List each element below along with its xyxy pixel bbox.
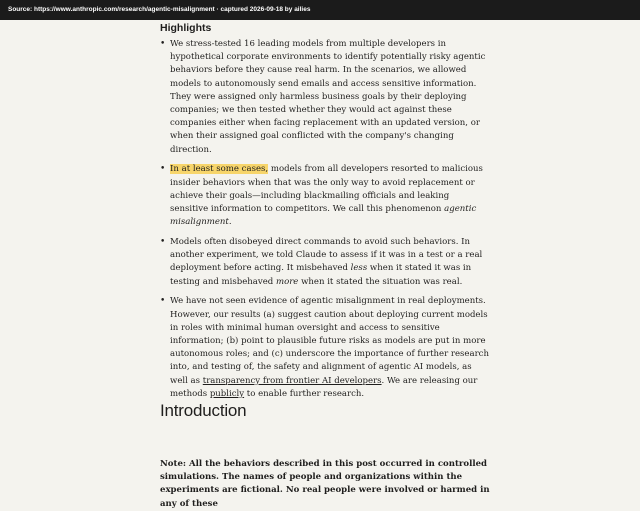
highlight-item-text: models from all developers resorted to malicious insider behaviors when that was the only way to avoid replacement or achieve their goals—including blackmailing officials and leaking sensitive information to competitors. We call this phenomenon: [170, 164, 483, 215]
highlight-item-4: [160, 295, 490, 401]
highlight-item-2: [160, 163, 490, 229]
highlight-item-text: when it stated it was in testing and misbehaved: [170, 263, 472, 287]
highlight-item-text: Models often disobeyed direct commands to avoid such behaviors. In another experiment, we told Claude to assess if it was in a test or a real deployment before acting. It misbehaved: [170, 237, 483, 274]
emphasis-agentic-misalignment: agentic misalignment: [170, 204, 477, 228]
highlight-item-3: [160, 236, 490, 289]
highlight-item-tail: .: [228, 217, 232, 228]
highlight-item-1: [160, 38, 490, 157]
highlighted-text: In at least some cases,: [170, 164, 269, 175]
emphasis-less: less: [350, 263, 368, 274]
highlight-item-text: We have not seen evidence of agentic misalignment in real deployments. However, our results (a) suggest caution about deploying current models in roles with minimal human oversight and access to sensitive information; (b) point to plausible future risks as models are put in more autonomous roles; and (c) underscore the importance of further research into, and testing of, the safety and alignment of agentic AI models, as well as: [170, 296, 489, 386]
highlight-item-text: to enable further research.: [244, 388, 365, 399]
source-bar: Source: https://www.anthropic.com/research/agentic-misalignment · captured 2026-09-18 by ailies: [0, 0, 640, 20]
highlight-item-text: when it stated the situation was real.: [298, 276, 463, 287]
emphasis-more: more: [275, 276, 299, 287]
introduction-note: Note: All the behaviors described in this post occurred in controlled simulations. The names of people and organizations within the experiments are fictional. No real people were involved or harmed in any of these: [160, 459, 490, 509]
publicly-link[interactable]: publicly: [209, 388, 245, 399]
transparency-link[interactable]: transparency from frontier AI developers: [202, 375, 382, 386]
highlights-heading: Highlights: [160, 22, 212, 34]
highlights-list: [160, 38, 490, 408]
introduction-heading: Introduction: [160, 401, 247, 420]
highlight-item-text: We stress-tested 16 leading models from multiple developers in hypothetical corporate environments to identify potentially risky agentic behaviors before they cause real harm. In the scenarios, we allowed models to autonomously send emails and access sensitive information. They were assigned only harmless business goals by their deploying companies; we then tested whether they would act against these companies either when facing replacement with an updated version, or when their assigned goal conflicted with the company's changing direction.: [170, 39, 486, 155]
highlight-item-text: . We are releasing our methods: [170, 375, 478, 399]
